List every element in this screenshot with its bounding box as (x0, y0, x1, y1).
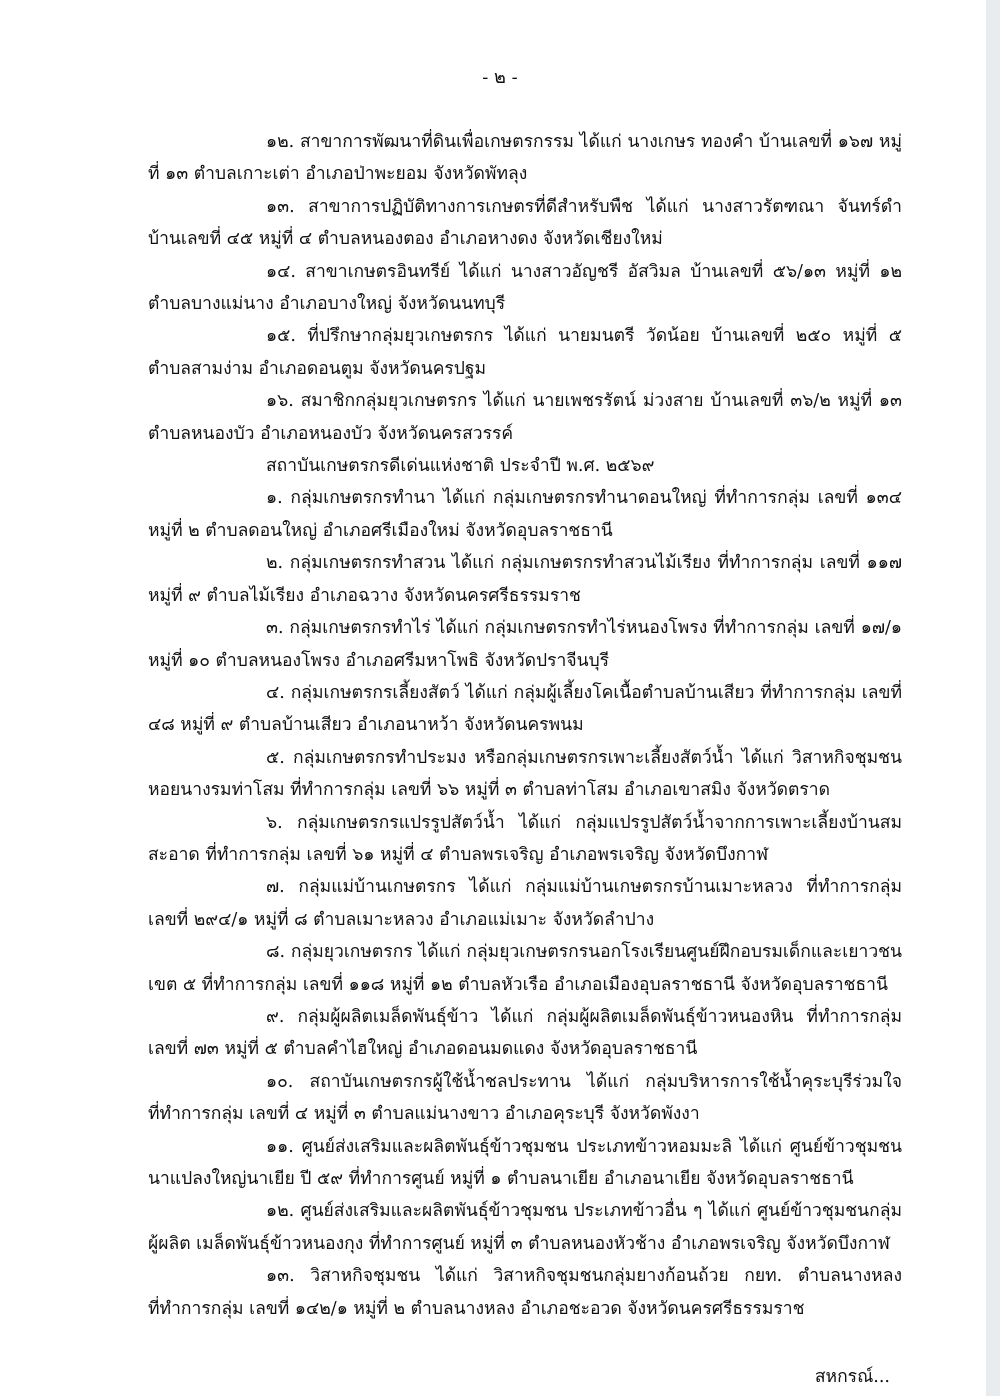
list-item: ๗. กลุ่มแม่บ้านเกษตรกร ได้แก่ กลุ่มแม่บ้านเกษตรกรบ้านเมาะหลวง ที่ทำการกลุ่ม เลขที่ ๒๙๔/๑ หมู่ที่ ๘ ตำบลเมาะหลวง อำเภอแม่เมาะ จังหวัดลำปาง (148, 877, 902, 930)
list-item: ๑๒. ศูนย์ส่งเสริมและผลิตพันธุ์ข้าวชุมชน ประเภทข้าวอื่น ๆ ได้แก่ ศูนย์ข้าวชุมชนกลุ่มผู้ผลิต เมล็ดพันธุ์ข้าวหนองกุง ที่ทำการศูนย์ หมู่ที่ ๓ ตำบลหนองหัวช้าง อำเภอพรเจริญ จังหวัดบึงกาฬ (148, 1201, 902, 1254)
list-item: ๘. กลุ่มยุวเกษตรกร ได้แก่ กลุ่มยุวเกษตรกรนอกโรงเรียนศูนย์ฝึกอบรมเด็กและเยาวชน เขต ๕ ที่ทำการกลุ่ม เลขที่ ๑๑๘ หมู่ที่ ๑๒ ตำบลหัวเรือ อำเภอเมืองอุบลราชธานี จังหวัดอุบลราชธานี (148, 942, 902, 995)
list-item: ๑๖. สมาชิกกลุ่มยุวเกษตรกร ได้แก่ นายเพชรรัตน์ ม่วงสาย บ้านเลขที่ ๓๖/๒ หมู่ที่ ๑๓ ตำบลหนองบัว อำเภอหนองบัว จังหวัดนครสวรรค์ (148, 391, 902, 444)
page-number: - ๒ - (482, 67, 518, 88)
list-item: ๑. กลุ่มเกษตรกรทำนา ได้แก่ กลุ่มเกษตรกรทำนาดอนใหญ่ ที่ทำการกลุ่ม เลขที่ ๑๓๔ หมู่ที่ ๒ ตำบลดอนใหญ่ อำเภอศรีเมืองใหม่ จังหวัดอุบลราชธานี (148, 488, 902, 541)
section-heading: สถาบันเกษตรกรดีเด่นแห่งชาติ ประจำปี พ.ศ. ๒๕๖๙ (266, 456, 655, 477)
document-body (148, 126, 902, 1325)
list-item: ๑๓. วิสาหกิจชุมชน ได้แก่ วิสาหกิจชุมชนกลุ่มยางก้อนถ้วย กยท. ตำบลนางหลง ที่ทำการกลุ่ม เลขที่ ๑๔๒/๑ หมู่ที่ ๒ ตำบลนางหลง อำเภอชะอวด จังหวัดนครศรีธรรมราช (148, 1266, 902, 1319)
list-item: ๓. กลุ่มเกษตรกรทำไร่ ได้แก่ กลุ่มเกษตรกรทำไร่หนองโพรง ที่ทำการกลุ่ม เลขที่ ๑๗/๑ หมู่ที่ ๑๐ ตำบลหนองโพรง อำเภอศรีมหาโพธิ จังหวัดปราจีนบุรี (148, 618, 902, 671)
list-item: ๙. กลุ่มผู้ผลิตเมล็ดพันธุ์ข้าว ได้แก่ กลุ่มผู้ผลิตเมล็ดพันธุ์ข้าวหนองหิน ที่ทำการกลุ่ม เลขที่ ๗๓ หมู่ที่ ๕ ตำบลคำไฮใหญ่ อำเภอดอนมดแดง จังหวัดอุบลราชธานี (148, 1006, 902, 1060)
list-item: ๑๒. สาขาการพัฒนาที่ดินเพื่อเกษตรกรรม ได้แก่ นางเกษร ทองคำ บ้านเลขที่ ๑๖๗ หมู่ที่ ๑๓ ตำบลเกาะเต่า อำเภอป่าพะยอม จังหวัดพัทลุง (148, 132, 902, 185)
list-item: ๖. กลุ่มเกษตรกรแปรรูปสัตว์น้ำ ได้แก่ กลุ่มแปรรูปสัตว์น้ำจากการเพาะเลี้ยงบ้านสมสะอาด ที่ทำการกลุ่ม เลขที่ ๖๑ หมู่ที่ ๔ ตำบลพรเจริญ อำเภอพรเจริญ จังหวัดบึงกาฬ (148, 812, 902, 865)
list-item: ๕. กลุ่มเกษตรกรทำประมง หรือกลุ่มเกษตรกรเพาะเลี้ยงสัตว์น้ำ ได้แก่ วิสาหกิจชุมชน หอยนางรมท่าโสม ที่ทำการกลุ่ม เลขที่ ๖๖ หมู่ที่ ๓ ตำบลท่าโสม อำเภอเขาสมิง จังหวัดตราด (148, 747, 902, 801)
continuation-text: สหกรณ์... (814, 1367, 890, 1387)
list-item: ๑๐. สถาบันเกษตรกรผู้ใช้น้ำชลประทาน ได้แก่ กลุ่มบริหารการใช้น้ำคุระบุรีร่วมใจ ที่ทำการกลุ่ม เลขที่ ๔ หมู่ที่ ๓ ตำบลแม่นางขาว อำเภอคุระบุรี จังหวัดพังงา (148, 1071, 902, 1125)
list-item: ๑๑. ศูนย์ส่งเสริมและผลิตพันธุ์ข้าวชุมชน ประเภทข้าวหอมมะลิ ได้แก่ ศูนย์ข้าวชุมชน นาแปลงใหญ่นาเยีย ปี ๕๙ ที่ทำการศูนย์ หมู่ที่ ๑ ตำบลนาเยีย อำเภอนาเยีย จังหวัดอุบลราชธานี (148, 1136, 902, 1189)
list-item: ๑๔. สาขาเกษตรอินทรีย์ ได้แก่ นางสาวอัญชรี อัสวิมล บ้านเลขที่ ๕๖/๑๓ หมู่ที่ ๑๒ ตำบลบางแม่นาง อำเภอบางใหญ่ จังหวัดนนทบุรี (148, 261, 902, 315)
list-item: ๑๕. ที่ปรึกษากลุ่มยุวเกษตรกร ได้แก่ นายมนตรี วัดน้อย บ้านเลขที่ ๒๕๐ หมู่ที่ ๕ ตำบลสามง่าม อำเภอดอนตูม จังหวัดนครปฐม (148, 326, 902, 379)
list-item: ๑๓. สาขาการปฏิบัติทางการเกษตรที่ดีสำหรับพืช ได้แก่ นางสาวรัตฑณา จันทร์ดำ บ้านเลขที่ ๔๕ หมู่ที่ ๔ ตำบลหนองตอง อำเภอหางดง จังหวัดเชียงใหม่ (148, 196, 902, 250)
list-item: ๒. กลุ่มเกษตรกรทำสวน ได้แก่ กลุ่มเกษตรกรทำสวนไม้เรียง ที่ทำการกลุ่ม เลขที่ ๑๑๗ หมู่ที่ ๙ ตำบลไม้เรียง อำเภอฉวาง จังหวัดนครศรีธรรมราช (148, 553, 902, 606)
list-item: ๔. กลุ่มเกษตรกรเลี้ยงสัตว์ ได้แก่ กลุ่มผู้เลี้ยงโคเนื้อตำบลบ้านเสียว ที่ทำการกลุ่ม เลขที่ ๔๘ หมู่ที่ ๙ ตำบลบ้านเสียว อำเภอนาหว้า จังหวัดนครพนม (148, 682, 902, 736)
